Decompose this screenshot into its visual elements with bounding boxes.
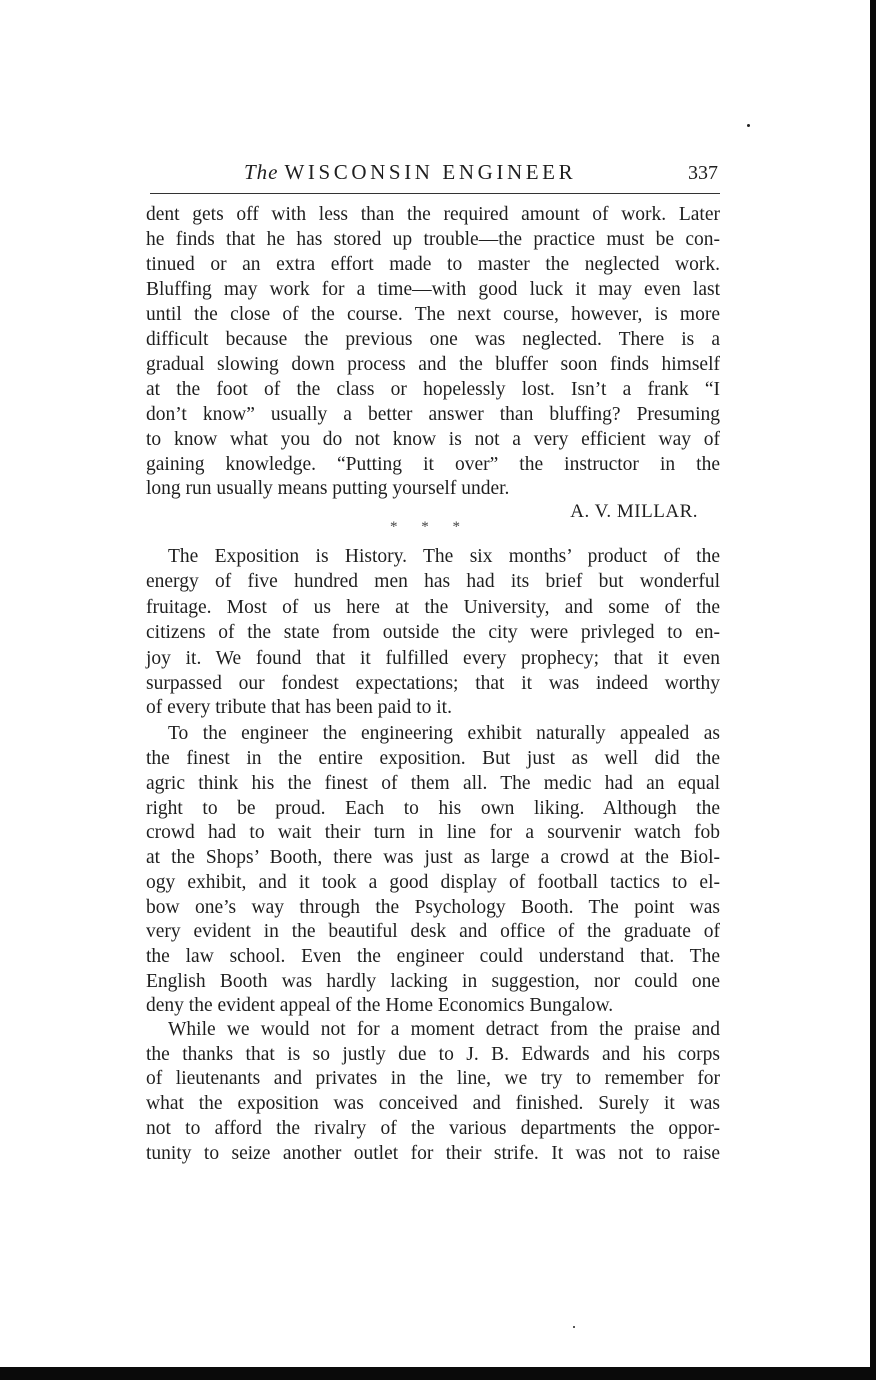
scan-border-bottom	[0, 1367, 876, 1380]
text-line: The Exposition is History. The six months’ product of the	[168, 546, 720, 567]
scan-speck	[573, 1326, 575, 1328]
text-line: very evident in the beautiful desk and office of the graduate of	[146, 921, 720, 942]
text-line: While we would not for a moment detract from the praise and	[168, 1019, 720, 1040]
text-line: at the foot of the class or hopelessly lost. Isn’t a frank “I	[146, 379, 720, 400]
text-line: joy it. We found that it fulfilled every prophecy; that it even	[146, 648, 720, 669]
text-line: dent gets off with less than the required amount of work. Later	[146, 204, 720, 225]
text-line: tunity to seize another outlet for their strife. It was not to raise	[146, 1143, 720, 1164]
text-line: fruitage. Most of us here at the University, and some of the	[146, 597, 720, 618]
text-line: To the engineer the engineering exhibit naturally appealed as	[168, 723, 720, 744]
author-signature: A. V. MILLAR.	[570, 501, 698, 522]
text-line: of every tribute that has been paid to it.	[146, 697, 452, 718]
text-line: the finest in the entire exposition. But just as well did the	[146, 748, 720, 769]
journal-title-article: The	[244, 160, 279, 184]
text-line: what the exposition was conceived and finished. Surely it was	[146, 1093, 720, 1114]
text-line: he finds that he has stored up trouble—the practice must be con-	[146, 229, 720, 250]
text-line: bow one’s way through the Psychology Booth. The point was	[146, 897, 720, 918]
text-line: English Booth was hardly lacking in suggestion, nor could one	[146, 971, 720, 992]
header-rule	[150, 193, 720, 194]
page-number: 337	[688, 162, 718, 184]
text-line: citizens of the state from outside the city were privleged to en-	[146, 622, 720, 643]
text-line: surpassed our fondest expectations; that it was indeed worthy	[146, 673, 720, 694]
text-line: difficult because the previous one was neglected. There is a	[146, 329, 720, 350]
scan-border-right	[870, 0, 876, 1380]
running-head	[150, 160, 720, 190]
text-line: deny the evident appeal of the Home Economics Bungalow.	[146, 995, 614, 1016]
text-line: energy of five hundred men has had its brief but wonderful	[146, 571, 720, 592]
text-line: not to afford the rivalry of the various departments the oppor-	[146, 1118, 720, 1139]
text-line: agric think his the finest of them all. The medic had an equal	[146, 773, 720, 794]
text-line: ogy exhibit, and it took a good display of football tactics to el-	[146, 872, 720, 893]
text-line: to know what you do not know is not a very efficient way of	[146, 429, 720, 450]
text-line: gaining knowledge. “Putting it over” the instructor in the	[146, 454, 720, 475]
section-separator: * * *	[390, 519, 470, 535]
text-line: Bluffing may work for a time—with good luck it may even last	[146, 279, 720, 300]
text-line: the law school. Even the engineer could understand that. The	[146, 946, 720, 967]
text-line: don’t know” usually a better answer than bluffing? Presuming	[146, 404, 720, 425]
text-line: until the close of the course. The next course, however, is more	[146, 304, 720, 325]
text-line: of lieutenants and privates in the line, we try to remember for	[146, 1068, 720, 1089]
text-line: tinued or an extra effort made to master the neglected work.	[146, 254, 720, 275]
text-line: crowd had to wait their turn in line for a sourvenir watch fob	[146, 822, 720, 843]
text-line: at the Shops’ Booth, there was just as large a crowd at the Biol-	[146, 847, 720, 868]
text-line: the thanks that is so justly due to J. B. Edwards and his corps	[146, 1044, 720, 1065]
journal-title-name: WISCONSIN ENGINEER	[284, 160, 577, 184]
scan-speck	[747, 124, 750, 127]
text-line: gradual slowing down process and the bluffer soon finds himself	[146, 354, 720, 375]
journal-title	[244, 160, 576, 185]
text-line: long run usually means putting yourself under.	[146, 478, 510, 499]
text-line: right to be proud. Each to his own liking. Although the	[146, 798, 720, 819]
